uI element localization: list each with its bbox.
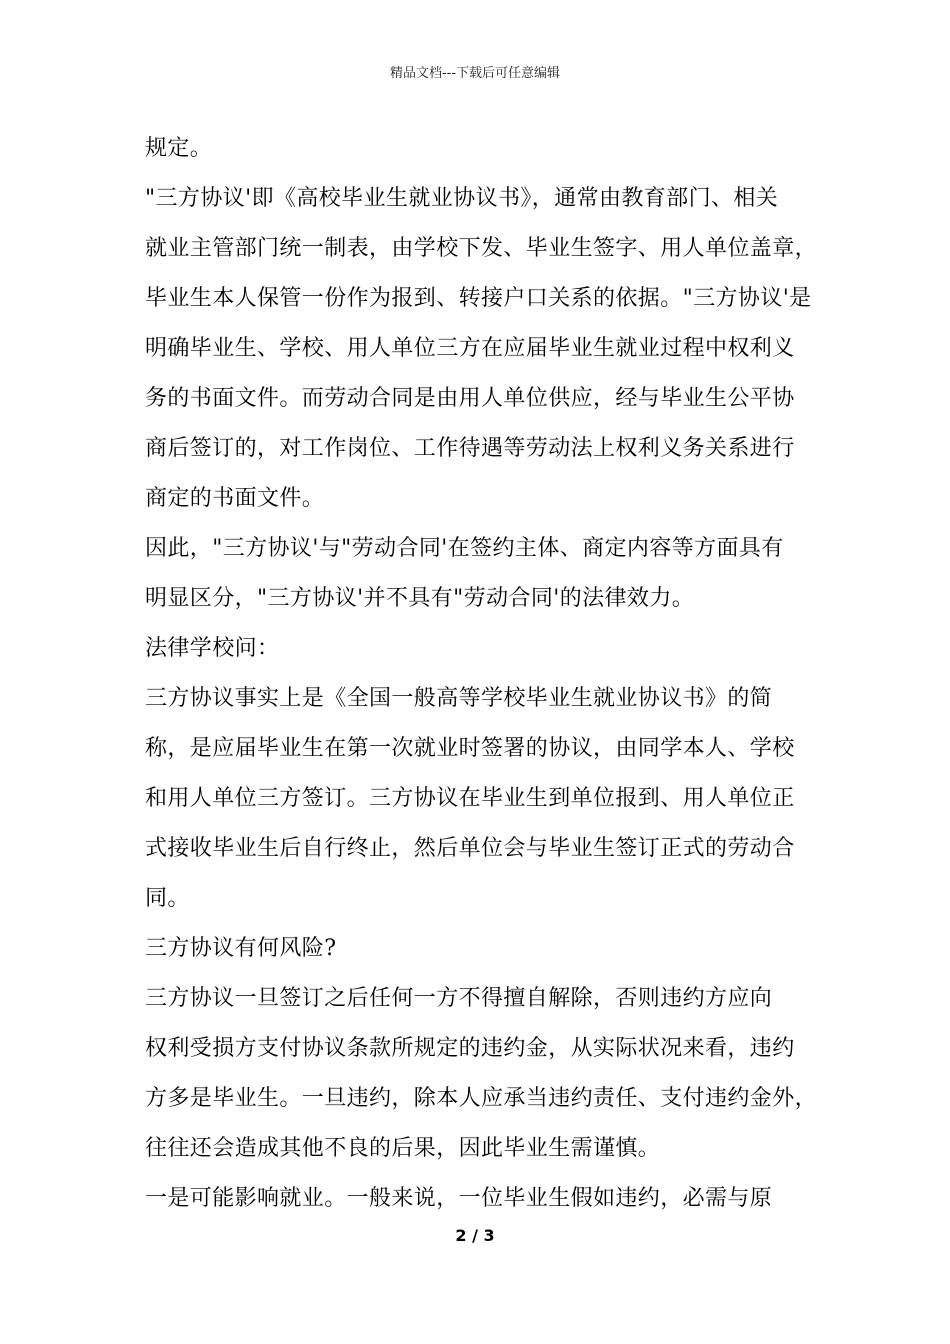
text-line: 法律学校问： (145, 636, 280, 661)
text-line: 规定。 (145, 136, 213, 161)
text-line: 三方协议事实上是《全国一般高等学校毕业生就业协议书》的简 (145, 686, 773, 711)
text-line: 一是可能影响就业。一般来说，一位毕业生假如违约，必需与原 (145, 1186, 773, 1211)
text-line: 三方协议一旦签订之后任何一方不得擅自解除，否则违约方应向 (145, 986, 773, 1011)
text-line: 方多是毕业生。一旦违约，除本人应承当违约责任、支付违约金外， (145, 1086, 818, 1111)
text-line: 商后签订的，对工作岗位、工作待遇等劳动法上权利义务关系进行 (145, 436, 795, 461)
text-line: 毕业生本人保管一份作为报到、转接户口关系的依据。"三方协议'是 (145, 286, 812, 311)
page-number: 2 / 3 (455, 1226, 495, 1245)
text-line: 和用人单位三方签订。三方协议在毕业生到单位报到、用人单位正 (145, 786, 795, 811)
text-line: 三方协议有何风险? (145, 936, 337, 961)
text-line: 称，是应届毕业生在第一次就业时签署的协议，由同学本人、学校 (145, 736, 795, 761)
text-line: 因此，"三方协议'与"劳动合同'在签约主体、商定内容等方面具有 (145, 536, 784, 561)
page-header: 精品文档---下载后可任意编辑 (389, 66, 561, 81)
text-line: 同。 (145, 886, 190, 911)
text-line: 明确毕业生、学校、用人单位三方在应届毕业生就业过程中权利义 (145, 336, 795, 361)
text-line: 权利受损方支付协议条款所规定的违约金，从实际状况来看，违约 (145, 1036, 795, 1061)
text-line: 明显区分，"三方协议'并不具有"劳动合同'的法律效力。 (145, 586, 695, 611)
text-line: "三方协议'即《高校毕业生就业协议书》，通常由教育部门、相关 (145, 186, 779, 211)
text-line: 往往还会造成其他不良的后果，因此毕业生需谨慎。 (145, 1136, 661, 1161)
text-line: 商定的书面文件。 (145, 486, 325, 511)
text-line: 就业主管部门统一制表，由学校下发、毕业生签字、用人单位盖章， (145, 236, 818, 261)
text-line: 务的书面文件。而劳动合同是由用人单位供应，经与毕业生公平协 (145, 386, 795, 411)
text-line: 式接收毕业生后自行终止，然后单位会与毕业生签订正式的劳动合 (145, 836, 795, 861)
document-body (145, 124, 818, 1224)
